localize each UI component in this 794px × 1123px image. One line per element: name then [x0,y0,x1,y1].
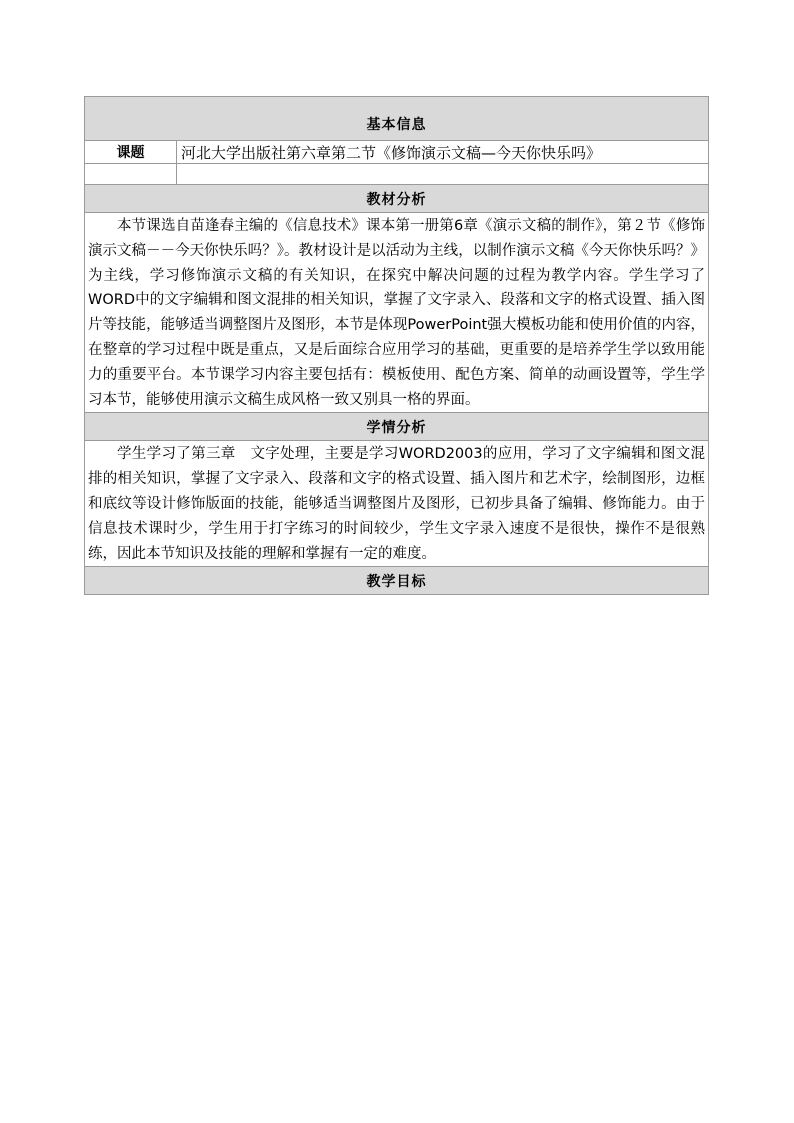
lesson-plan-table [84,96,709,595]
topic-row [85,141,709,164]
student-analysis-header-row [85,413,709,441]
student-analysis-cell [85,441,709,567]
teaching-goals-header-row [85,567,709,595]
textbook-analysis-header-row [85,185,709,213]
textbook-analysis-cell [85,213,709,413]
topic-label: 课题 [85,141,177,164]
basic-info-heading: 基本信息 [85,97,709,141]
empty-cell-left [85,164,177,185]
student-analysis-heading: 学情分析 [85,413,709,441]
textbook-analysis-text: 本节课选自苗逢春主编的《信息技术》课本第一册第6章《演示文稿的制作》，第２节《修饰演示文稿－－今天你快乐吗？》。教材设计是以活动为主线，以制作演示文稿《今天你快乐吗？》为主线，学习修饰演示文稿的有关知识，在探究中解决问题的过程为教学内容。学生学习了WORD中的文字编辑和图文混排的相关知识，掌握了文字录入、段落和文字的格式设置、插入图片等技能，能够适当调整图片及图形，本节是体现PowerPoint强大模板功能和使用价值的内容，在整章的学习过程中既是重点，又是后面综合应用学习的基础，更重要的是培养学生学以致用能力的重要平台。本节课学习内容主要包括有：模板使用、配色方案、简单的动画设置等，学生学习本节，能够使用演示文稿生成风格一致又别具一格的界面。 [88,218,705,408]
student-analysis-row [85,441,709,567]
empty-row [85,164,709,185]
empty-cell-right [177,164,709,185]
topic-value: 河北大学出版社第六章第二节《修饰演示文稿—今天你快乐吗》 [177,141,709,164]
textbook-analysis-row [85,213,709,413]
textbook-analysis-heading: 教材分析 [85,185,709,213]
basic-info-header-row [85,97,709,141]
teaching-goals-heading: 教学目标 [85,567,709,595]
student-analysis-text: 学生学习了第三章 文字处理，主要是学习WORD2003的应用，学习了文字编辑和图文混排的相关知识，掌握了文字录入、段落和文字的格式设置、插入图片和艺术字，绘制图形，边框和底纹等设计修饰版面的技能，能够适当调整图片及图形，已初步具备了编辑、修饰能力。由于信息技术课时少，学生用于打字练习的时间较少，学生文字录入速度不是很快，操作不是很熟练，因此本节知识及技能的理解和掌握有一定的难度。 [88,446,705,562]
